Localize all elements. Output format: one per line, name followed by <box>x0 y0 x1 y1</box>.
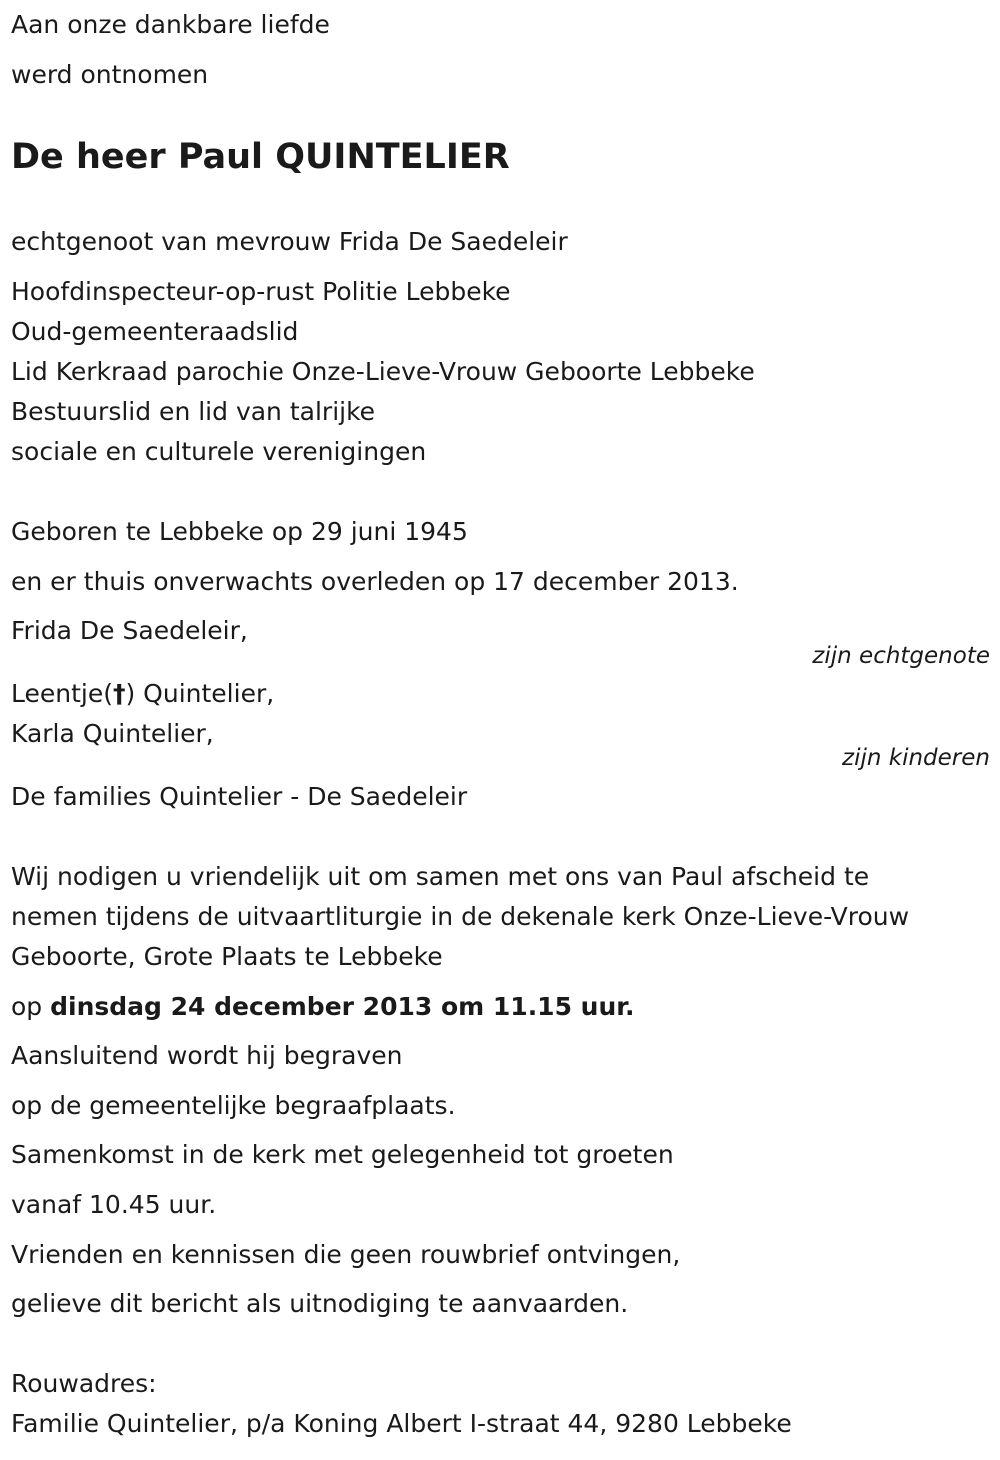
children-role: zijn kinderen <box>842 745 990 771</box>
spouse-role: zijn echtgenote <box>812 643 990 669</box>
invitation-line-2: nemen tijdens de uitvaartliturgie in de dekenale kerk Onze-Lieve-Vrouw <box>11 902 910 931</box>
address-value: Familie Quintelier, p/a Koning Albert I-straat 44, 9280 Lebbeke <box>11 1409 792 1438</box>
spouse-line: echtgenoot van mevrouw Frida De Saedeleir <box>11 227 568 256</box>
gathering-line-1: Samenkomst in de kerk met gelegenheid tot groeten <box>11 1140 674 1169</box>
title-line-5: sociale en culturele verenigingen <box>11 437 427 466</box>
title-line-4: Bestuurslid en lid van talrijke <box>11 397 376 426</box>
service-date: dinsdag 24 december 2013 om 11.15 uur. <box>50 992 635 1021</box>
invitation-line-1: Wij nodigen u vriendelijk uit om samen met ons van Paul afscheid te <box>11 862 870 891</box>
gathering-line-2: vanaf 10.45 uur. <box>11 1190 217 1219</box>
cross-icon: † <box>112 679 126 708</box>
spouse-name: Frida De Saedeleir, <box>11 616 248 645</box>
intro-line-1: Aan onze dankbare liefde <box>11 10 330 39</box>
born-line: Geboren te Lebbeke op 29 juni 1945 <box>11 517 468 546</box>
title-line-3: Lid Kerkraad parochie Onze-Lieve-Vrouw Geboorte Lebbeke <box>11 357 755 386</box>
families-line: De families Quintelier - De Saedeleir <box>11 782 468 811</box>
title-line-2: Oud-gemeenteraadslid <box>11 317 299 346</box>
friends-line-1: Vrienden en kennissen die geen rouwbrief ontvingen, <box>11 1240 681 1269</box>
deceased-name: De heer Paul QUINTELIER <box>11 137 510 177</box>
burial-line-2: op de gemeentelijke begraafplaats. <box>11 1091 456 1120</box>
burial-line-1: Aansluitend wordt hij begraven <box>11 1041 403 1070</box>
intro-line-2: werd ontnomen <box>11 60 209 89</box>
child-1-surname: ) Quintelier, <box>125 679 275 708</box>
child-1 <box>11 678 274 710</box>
address-label: Rouwadres: <box>11 1369 157 1398</box>
service-date-prefix: op <box>11 992 51 1021</box>
died-line: en er thuis onverwachts overleden op 17 december 2013. <box>11 567 739 596</box>
service-date-line <box>11 991 635 1023</box>
invitation-line-3: Geboorte, Grote Plaats te Lebbeke <box>11 942 443 971</box>
title-line-1: Hoofdinspecteur-op-rust Politie Lebbeke <box>11 277 511 306</box>
child-1-name: Leentje( <box>11 679 113 708</box>
friends-line-2: gelieve dit bericht als uitnodiging te aanvaarden. <box>11 1289 629 1318</box>
child-2: Karla Quintelier, <box>11 719 214 748</box>
